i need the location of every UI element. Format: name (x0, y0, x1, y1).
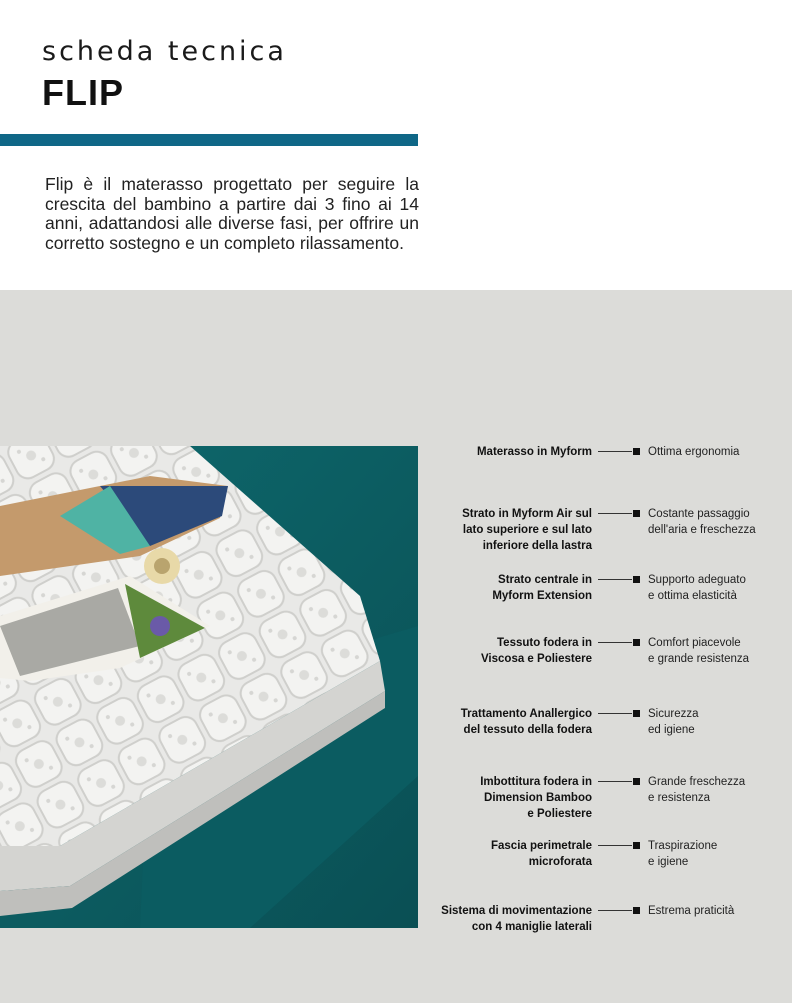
spec-value (648, 506, 788, 538)
spec-label-line: Strato in Myform Air sul (462, 508, 592, 520)
spec-value-line: Ottima ergonomia (648, 446, 740, 458)
spec-label (402, 774, 592, 822)
spec-label (402, 444, 592, 460)
leader-line (598, 713, 632, 714)
spec-value-line: Supporto adeguato (648, 574, 746, 586)
bullet-square-icon (633, 510, 640, 517)
title-accent-bar (0, 134, 418, 146)
leader-line (598, 642, 632, 643)
bullet-square-icon (633, 907, 640, 914)
spec-label-line: Viscosa e Poliestere (480, 653, 592, 665)
spec-label (402, 838, 592, 870)
intro-line: crescita del bambino a partire dai 3 fino ai 14 (45, 193, 419, 214)
leader-line (598, 579, 632, 580)
spec-value-line: e resistenza (648, 792, 711, 804)
spec-label-line: e Poliestere (527, 808, 592, 820)
spec-value-line: Costante passaggio (648, 508, 750, 520)
spec-label-line: Myform Extension (492, 590, 592, 602)
spec-label-line: Imbottitura fodera in (480, 776, 592, 788)
leader-line (598, 845, 632, 846)
spec-label-line: lato superiore e sul lato (462, 524, 592, 536)
spec-value-line: Sicurezza (648, 708, 699, 720)
intro-line: Flip è il materasso progettato per seguire la (45, 174, 419, 194)
spec-label-line: Strato centrale in (498, 574, 592, 586)
spec-value-line: e grande resistenza (648, 653, 750, 665)
bullet-square-icon (633, 710, 640, 717)
header (0, 0, 792, 290)
spec-label-line: Materasso in Myform (476, 446, 592, 458)
spec-value (648, 635, 788, 667)
spec-value-line: Estrema praticità (648, 905, 735, 917)
spec-label (402, 572, 592, 604)
spec-label (402, 635, 592, 667)
mattress-photo (0, 446, 418, 928)
spec-value-line: Traspirazione (648, 840, 718, 852)
bullet-square-icon (633, 842, 640, 849)
spec-value-line: Grande freschezza (648, 776, 746, 788)
spec-label-line: Dimension Bamboo (484, 792, 592, 804)
spec-value (648, 774, 788, 806)
spec-label (402, 706, 592, 738)
bullet-square-icon (633, 576, 640, 583)
spec-value (648, 572, 788, 604)
spec-value-line: e ottima elasticità (648, 590, 737, 602)
page-title: FLIP (42, 72, 124, 113)
spec-label-line: Sistema di movimentazione (441, 905, 592, 917)
page-subtitle: scheda tecnica (42, 36, 287, 67)
spec-value (648, 838, 788, 870)
leader-line (598, 910, 632, 911)
leader-line (598, 513, 632, 514)
spec-value-line: e igiene (648, 856, 689, 868)
spec-value-line: dell'aria e freschezza (648, 524, 756, 536)
bullet-square-icon (633, 639, 640, 646)
bullet-square-icon (633, 778, 640, 785)
spec-value-line: Comfort piacevole (648, 637, 741, 649)
spec-label-line: con 4 maniglie laterali (471, 921, 592, 933)
spec-label-line: Trattamento Anallergico (460, 708, 592, 720)
intro-line: corretto sostegno e un completo rilassamento. (45, 232, 404, 253)
spec-value (648, 706, 788, 738)
spec-label-line: del tessuto della fodera (463, 724, 592, 736)
leader-line (598, 781, 632, 782)
spec-label-line: inferiore della lastra (482, 540, 592, 552)
spec-label (402, 903, 592, 935)
spec-label-line: Fascia perimetrale (490, 840, 592, 852)
intro-paragraph (45, 175, 419, 253)
leader-line (598, 451, 632, 452)
spec-value-line: ed igiene (648, 724, 695, 736)
spec-label-line: microforata (528, 856, 592, 868)
bullet-square-icon (633, 448, 640, 455)
spec-value (648, 903, 788, 919)
spec-label-line: Tessuto fodera in (497, 637, 592, 649)
spec-label (402, 506, 592, 554)
spec-value (648, 444, 788, 460)
intro-line: anni, adattandosi alle diverse fasi, per offrire un (45, 213, 419, 233)
